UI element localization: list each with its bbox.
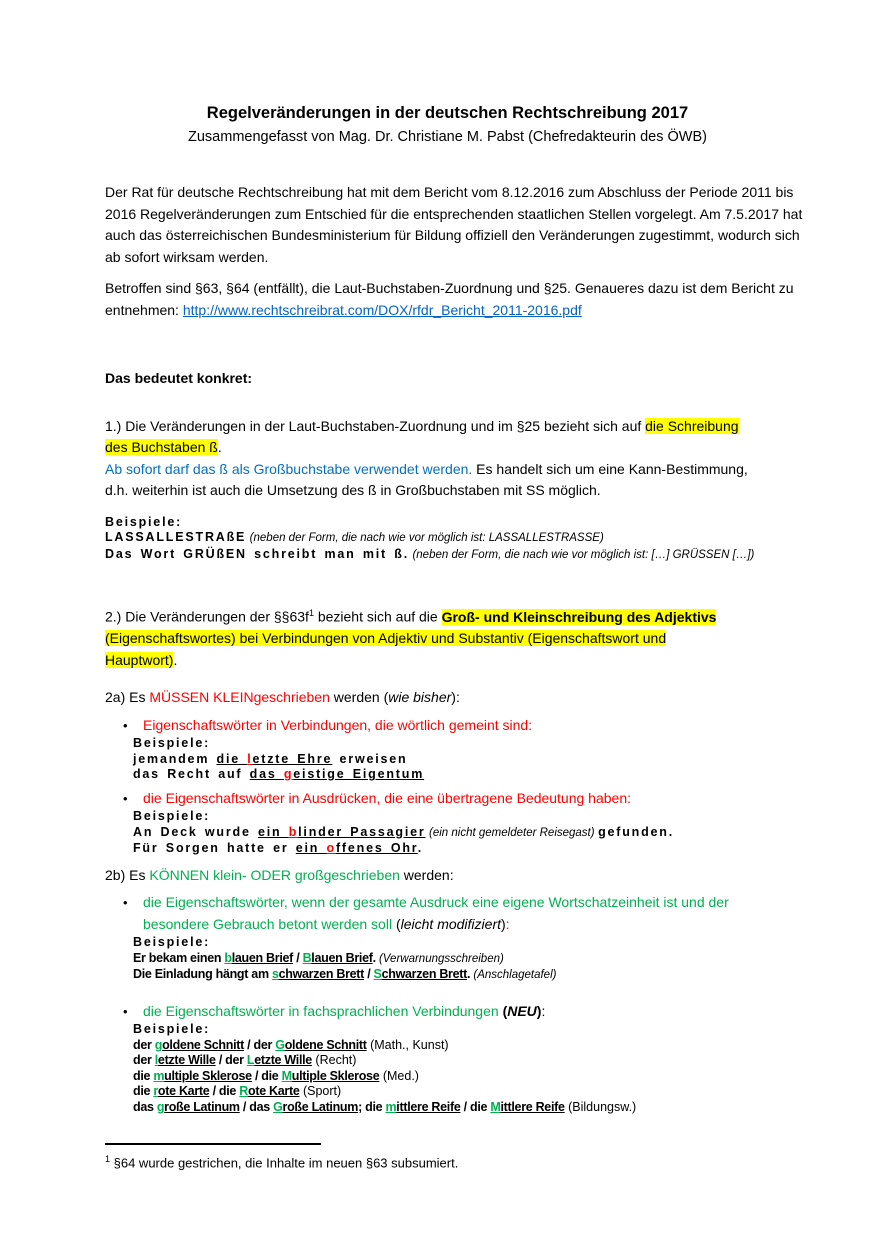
text-segment: L bbox=[246, 1053, 255, 1068]
text-segment: LASSALLESTRAßE bbox=[105, 530, 247, 544]
text-segment: . bbox=[173, 651, 178, 668]
section1-paragraph bbox=[105, 416, 790, 502]
bullet-item-uebertragen bbox=[105, 788, 790, 857]
text-segment: der bbox=[133, 1053, 155, 1068]
bullet-item-fachsprachlich bbox=[105, 1001, 790, 1116]
text-segment: die Eigenschaftswörter in fachsprachlichen Verbindungen bbox=[143, 1002, 503, 1019]
text-segment: Groß- und Kleinschreibung des Adjektivs bbox=[441, 608, 717, 625]
bullet-examples-block bbox=[133, 935, 790, 984]
text-segment: (Math., Kunst) bbox=[366, 1037, 449, 1052]
bullet-icon: • bbox=[123, 717, 128, 733]
example-line bbox=[133, 1038, 790, 1054]
text-segment: b bbox=[224, 950, 232, 965]
text-segment: die bbox=[133, 1068, 154, 1083]
bullet-text bbox=[143, 892, 790, 935]
text-segment: Beispiele: bbox=[133, 1022, 211, 1037]
text-segment: roße Latinum bbox=[282, 1099, 359, 1114]
text-segment: ein bbox=[257, 824, 289, 839]
text-segment: Für Sorgen hatte er bbox=[133, 841, 296, 856]
example-line bbox=[133, 1022, 790, 1038]
bullet-examples-block bbox=[133, 809, 790, 857]
text-segment: o bbox=[326, 841, 336, 856]
document-title: Regelveränderungen in der deutschen Rechtschreibung 2017 bbox=[206, 104, 689, 122]
text-segment: Beispiele: bbox=[133, 736, 211, 751]
text-segment: S bbox=[373, 967, 382, 982]
text-segment: 2a) Es bbox=[105, 689, 150, 706]
example-line bbox=[105, 515, 790, 531]
text-segment: Es handelt sich um eine Kann-Bestimmung, bbox=[472, 460, 748, 477]
text-segment: ab sofort wirksam werden. bbox=[105, 248, 269, 265]
example-line bbox=[133, 809, 790, 825]
text-segment: die Schreibung bbox=[645, 417, 739, 434]
text-segment: ): bbox=[451, 689, 460, 706]
example-line bbox=[133, 1069, 790, 1085]
text-segment: . bbox=[217, 439, 222, 455]
bullet-text bbox=[143, 1001, 790, 1023]
text-segment: (neben der Form, die nach wie vor möglich ist: LASSALLESTRASSE) bbox=[249, 532, 604, 544]
text-segment: etzte Wille bbox=[254, 1053, 312, 1068]
section2b-heading bbox=[105, 865, 790, 887]
text-segment: l bbox=[247, 751, 253, 766]
text-segment: lauen Brief bbox=[311, 950, 373, 965]
text-segment: . bbox=[417, 841, 424, 856]
text-segment: das bbox=[133, 1099, 157, 1114]
intro-paragraph bbox=[105, 182, 803, 268]
text-segment: M bbox=[490, 1099, 501, 1114]
text-segment: oldene Schnitt bbox=[162, 1037, 244, 1052]
text-segment: ( bbox=[395, 915, 401, 932]
example-line bbox=[133, 1084, 790, 1100]
example-line bbox=[133, 1100, 790, 1116]
text-segment: . bbox=[467, 967, 474, 982]
bullet-icon: • bbox=[123, 1003, 128, 1019]
text-segment: ein bbox=[295, 841, 327, 856]
bullet-examples-block bbox=[133, 736, 790, 783]
text-segment: ultiple Sklerose bbox=[291, 1068, 380, 1083]
text-segment: g bbox=[154, 1037, 163, 1052]
text-segment: ote Karte bbox=[157, 1084, 210, 1099]
text-segment: g bbox=[283, 767, 294, 782]
text-segment: ( bbox=[502, 1002, 508, 1019]
text-segment: (Sport) bbox=[299, 1084, 342, 1099]
bullet-text bbox=[143, 715, 790, 737]
text-segment: der bbox=[133, 1037, 155, 1052]
example-line bbox=[133, 935, 790, 951]
text-segment: Beispiele: bbox=[133, 935, 211, 950]
text-segment: 1.) Die Veränderungen in der Laut-Buchstaben-Zuordnung und im §25 bezieht sich auf bbox=[105, 417, 646, 434]
example-line bbox=[133, 825, 790, 842]
section2-paragraph bbox=[105, 603, 790, 671]
text-segment: jemandem bbox=[133, 751, 217, 766]
text-segment: linder Passagier bbox=[298, 824, 426, 839]
text-segment: werden: bbox=[399, 866, 454, 883]
text-segment: b bbox=[288, 824, 299, 839]
text-segment: etzte Wille bbox=[157, 1053, 216, 1068]
text-segment: An Deck wurde bbox=[133, 824, 258, 839]
text-segment: l bbox=[154, 1053, 158, 1068]
example-line bbox=[133, 1053, 790, 1069]
bullet-text bbox=[143, 788, 790, 810]
text-segment: / bbox=[293, 950, 303, 965]
text-segment: die bbox=[216, 751, 248, 766]
text-segment: ittlere Reife bbox=[500, 1099, 565, 1114]
text-segment: Betroffen sind §63, §64 (entfällt), die Laut-Buchstaben-Zuordnung und §25. Genaueres dazu ist dem Bericht zu bbox=[105, 280, 794, 296]
text-segment: Eigenschaftswörter in Verbindungen, die wörtlich gemeint sind: bbox=[143, 716, 533, 733]
text-segment: auch das österreichischen Bundesministerium für Bildung offiziell den Veränderungen zugestimmt, wodurch sich bbox=[105, 227, 800, 243]
betroffen-paragraph bbox=[105, 278, 794, 321]
example-line bbox=[105, 547, 790, 564]
text-segment: / das bbox=[239, 1099, 274, 1114]
text-segment: : bbox=[541, 1002, 546, 1019]
text-segment: R bbox=[239, 1084, 248, 1099]
text-segment: wie bisher bbox=[388, 689, 452, 706]
text-segment: erweisen bbox=[332, 751, 408, 766]
text-segment: ote Karte bbox=[248, 1084, 300, 1099]
bullet-item-woertlich bbox=[105, 715, 790, 783]
text-segment: §64 wurde gestrichen, die Inhalte im neuen §63 subsumiert. bbox=[110, 1155, 459, 1171]
document-hyperlink[interactable]: http://www.rechtschreibrat.com/DOX/rfdr_Bericht_2011-2016.pdf bbox=[182, 301, 582, 318]
text-segment: m bbox=[153, 1068, 165, 1083]
text-segment: (Verwarnungsschreiben) bbox=[378, 952, 504, 965]
footnote bbox=[105, 1143, 705, 1172]
text-segment: (Anschlagetafel) bbox=[473, 969, 557, 982]
text-segment: / bbox=[364, 967, 374, 982]
text-segment: werden ( bbox=[329, 689, 389, 706]
text-segment: KÖNNEN klein- ODER großgeschrieben bbox=[149, 866, 400, 883]
text-segment: ultiple Sklerose bbox=[164, 1068, 252, 1083]
text-segment: eistige Eigentum bbox=[293, 767, 425, 782]
text-segment: ) bbox=[501, 915, 506, 932]
example-line bbox=[105, 530, 790, 547]
text-segment: das bbox=[249, 767, 284, 782]
example-line bbox=[133, 841, 790, 857]
document-subtitle: Zusammengefasst von Mag. Dr. Christiane M. Pabst (Chefredakteurin des ÖWB) bbox=[188, 129, 707, 145]
footnote-text bbox=[105, 1150, 705, 1172]
text-segment: MÜSSEN KLEINgeschrieben bbox=[149, 689, 330, 706]
text-segment: ; die bbox=[358, 1099, 386, 1114]
text-segment: Der Rat für deutsche Rechtschreibung hat mit dem Bericht vom 8.12.2016 zum Abschluss der Periode 2011 bis bbox=[105, 184, 794, 200]
text-segment: Ab sofort darf das ß als Großbuchstabe verwendet werden. bbox=[105, 460, 473, 477]
text-segment: (ein nicht gemeldeter Reisegast) bbox=[429, 826, 595, 839]
text-segment: die bbox=[133, 1084, 154, 1099]
text-segment: 2016 Regelveränderungen zum Entschied für die entsprechenden staatlichen Stellen vorgelegt. Am 7.5.2017 hat bbox=[105, 205, 803, 222]
text-segment: / die bbox=[209, 1084, 240, 1099]
example-line bbox=[133, 967, 790, 984]
text-segment: B bbox=[302, 950, 312, 965]
footnote-divider bbox=[105, 1143, 321, 1145]
text-segment: entnehmen: bbox=[105, 301, 183, 318]
text-segment: die Eigenschaftswörter in Ausdrücken, die eine übertragene Bedeutung haben: bbox=[143, 789, 632, 806]
text-segment: Das Wort GRÜßEN schreibt man mit ß. bbox=[105, 546, 409, 561]
text-segment: roße Latinum bbox=[164, 1099, 240, 1114]
konkret-heading: Das bedeutet konkret: bbox=[105, 370, 253, 386]
example-line bbox=[133, 736, 790, 752]
text-segment: 1 bbox=[308, 608, 314, 618]
text-segment: chwarzen Brett bbox=[381, 967, 467, 982]
bullet-icon: • bbox=[123, 895, 128, 911]
text-segment: . bbox=[372, 950, 379, 965]
text-segment: NEU bbox=[507, 1002, 537, 1019]
text-segment: (Recht) bbox=[311, 1053, 357, 1068]
text-segment: (Eigenschaftswortes) bei Verbindungen von Adjektiv und Substantiv (Eigenschaftswort und bbox=[105, 630, 667, 647]
text-segment: oldene Schnitt bbox=[284, 1037, 367, 1052]
text-segment: G bbox=[275, 1037, 285, 1052]
text-segment: Er bekam einen bbox=[133, 950, 225, 965]
example-line bbox=[133, 951, 790, 968]
text-segment: ffenes Ohr bbox=[335, 841, 418, 856]
text-segment: (neben der Form, die nach wie vor möglich ist: […] GRÜSSEN […]) bbox=[412, 548, 755, 561]
text-segment: g bbox=[156, 1099, 165, 1114]
text-segment: Die Einladung hängt am bbox=[133, 967, 272, 982]
text-segment: lauen Brief bbox=[231, 950, 294, 965]
text-segment: des Buchstaben ß bbox=[105, 439, 218, 455]
text-segment: 2.) Die Veränderungen der §§63f bbox=[105, 608, 309, 625]
text-segment: G bbox=[273, 1099, 283, 1114]
text-segment: s bbox=[271, 967, 279, 982]
text-segment: / die bbox=[251, 1068, 282, 1083]
text-segment: ittlere Reife bbox=[396, 1099, 461, 1114]
text-segment: / der bbox=[244, 1037, 276, 1052]
text-segment: Beispiele: bbox=[133, 809, 211, 824]
text-segment: Hauptwort) bbox=[105, 651, 174, 668]
text-segment: leicht modifiziert bbox=[400, 915, 501, 932]
bullet-icon: • bbox=[123, 790, 128, 806]
text-segment: / der bbox=[215, 1053, 247, 1068]
text-segment: : bbox=[505, 915, 510, 932]
text-segment: m bbox=[385, 1099, 397, 1114]
text-segment: die Eigenschaftswörter, wenn der gesamte Ausdruck eine eigene Wortschatzeinheit ist und der bbox=[143, 894, 729, 911]
text-segment: besondere Gebrauch betont werden soll bbox=[143, 915, 396, 932]
text-segment: (Bildungsw.) bbox=[564, 1099, 637, 1114]
text-segment: etzte Ehre bbox=[252, 751, 333, 766]
text-segment: gefunden. bbox=[598, 824, 674, 839]
text-segment: (Med.) bbox=[379, 1068, 419, 1083]
text-segment: 2b) Es bbox=[105, 866, 150, 883]
text-segment: ) bbox=[536, 1002, 542, 1019]
example-line bbox=[133, 752, 790, 768]
section2a-heading bbox=[105, 687, 790, 709]
text-segment: chwarzen Brett bbox=[278, 967, 365, 982]
text-segment: M bbox=[281, 1068, 292, 1083]
example-line bbox=[133, 767, 790, 783]
text-segment: 1 bbox=[105, 1154, 111, 1164]
text-segment: r bbox=[153, 1084, 158, 1099]
text-segment: das Recht auf bbox=[133, 767, 250, 782]
bullet-item-wortschatzeinheit bbox=[105, 892, 790, 984]
text-segment: d.h. weiterhin ist auch die Umsetzung des ß in Großbuchstaben mit SS möglich. bbox=[105, 482, 601, 498]
text-segment: / die bbox=[460, 1099, 491, 1114]
section1-examples-block bbox=[105, 515, 790, 564]
text-segment: bezieht sich auf die bbox=[313, 608, 442, 625]
text-segment: Beispiele: bbox=[105, 514, 183, 529]
bullet-examples-block bbox=[133, 1022, 790, 1115]
